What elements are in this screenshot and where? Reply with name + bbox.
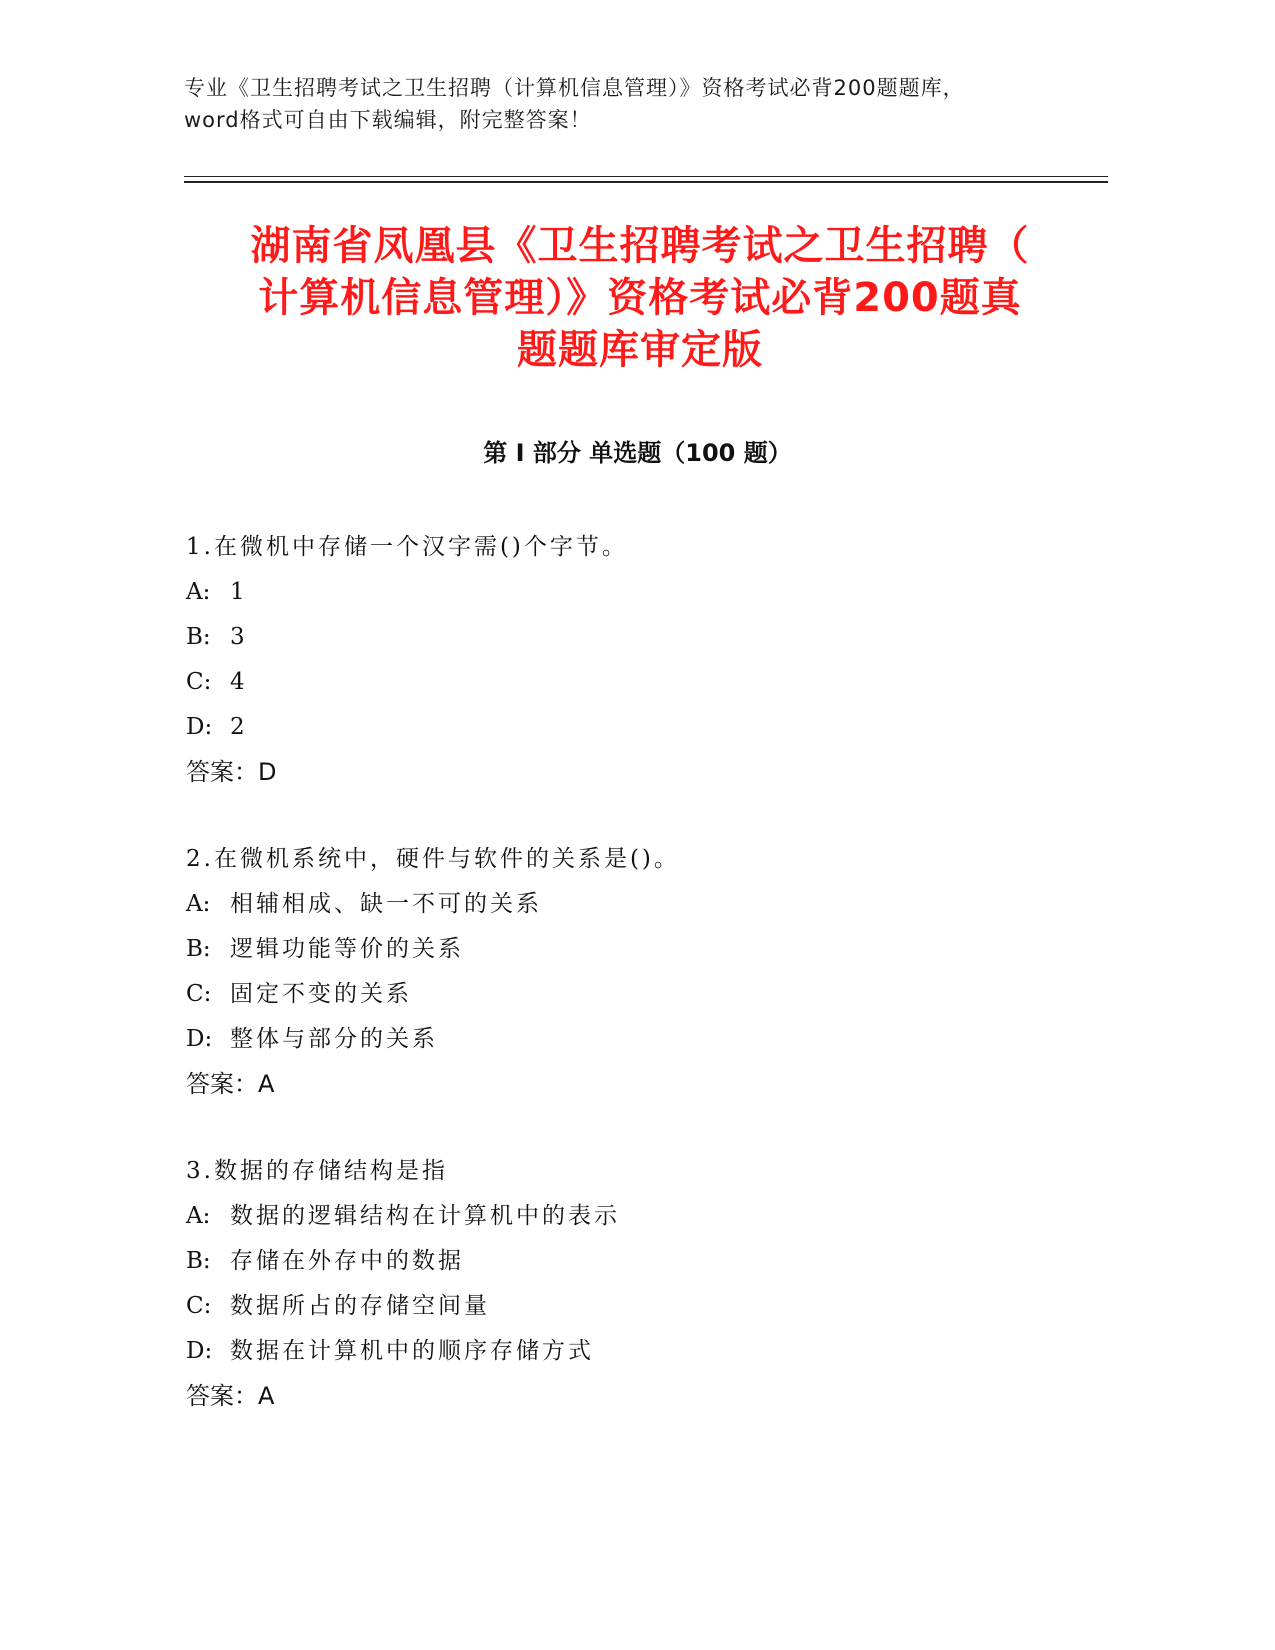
- question-stem: 1.在微机中存储一个汉字需()个字节。: [186, 534, 628, 560]
- document-title: [170, 220, 1110, 376]
- question-3: [186, 1149, 1086, 1419]
- option-text: 整体与部分的关系: [230, 1026, 438, 1052]
- option-text: 3: [230, 624, 248, 650]
- option-label: D:: [186, 1338, 213, 1364]
- option-label: B:: [186, 936, 211, 962]
- option-text: 逻辑功能等价的关系: [230, 936, 464, 962]
- option-c: [186, 1284, 1086, 1329]
- option-label: D:: [186, 1026, 213, 1052]
- option-label: A:: [186, 579, 211, 605]
- header-note-line1: 专业《卫生招聘考试之卫生招聘（计算机信息管理）》资格考试必背200题题库，: [184, 76, 965, 100]
- option-label: A:: [186, 891, 211, 917]
- option-label: A:: [186, 1203, 211, 1229]
- answer: 答案：A: [186, 1382, 275, 1410]
- option-c: [186, 660, 1086, 705]
- header-note-line2: word格式可自由下载编辑，附完整答案！: [184, 108, 592, 132]
- option-text: 1: [230, 579, 248, 605]
- option-text: 数据在计算机中的顺序存储方式: [230, 1338, 594, 1364]
- option-text: 相辅相成、缺一不可的关系: [230, 891, 542, 917]
- header-note: [184, 72, 1104, 136]
- document-title-line2: 计算机信息管理）》资格考试必背200题真: [258, 275, 1022, 321]
- question-1: [186, 525, 1086, 795]
- option-c: [186, 972, 1086, 1017]
- question-stem: 3.数据的存储结构是指: [186, 1158, 448, 1184]
- option-label: C:: [186, 669, 212, 695]
- question-2: [186, 837, 1086, 1107]
- header-divider-top: [184, 176, 1108, 177]
- option-label: B:: [186, 1248, 211, 1274]
- option-d: [186, 1017, 1086, 1062]
- option-text: 数据的逻辑结构在计算机中的表示: [230, 1203, 620, 1229]
- answer: 答案：A: [186, 1070, 275, 1098]
- option-b: [186, 615, 1086, 660]
- option-text: 存储在外存中的数据: [230, 1248, 464, 1274]
- option-label: B:: [186, 624, 211, 650]
- document-title-line3: 题题库审定版: [517, 327, 763, 373]
- option-label: C:: [186, 1293, 212, 1319]
- document-title-line1: 湖南省凤凰县《卫生招聘考试之卫生招聘（: [250, 223, 1030, 269]
- header-divider-bottom: [184, 181, 1108, 183]
- answer: 答案：D: [186, 758, 277, 786]
- option-a: [186, 1194, 1086, 1239]
- option-text: 数据所占的存储空间量: [230, 1293, 490, 1319]
- option-text: 2: [230, 714, 248, 740]
- option-label: C:: [186, 981, 212, 1007]
- option-d: [186, 1329, 1086, 1374]
- question-list: [186, 525, 1086, 1461]
- section-heading: 第 I 部分 单选题（100 题）: [483, 439, 792, 467]
- option-b: [186, 927, 1086, 972]
- option-a: [186, 570, 1086, 615]
- option-d: [186, 705, 1086, 750]
- option-label: D:: [186, 714, 213, 740]
- option-text: 4: [230, 669, 248, 695]
- option-text: 固定不变的关系: [230, 981, 412, 1007]
- option-b: [186, 1239, 1086, 1284]
- option-a: [186, 882, 1086, 927]
- question-stem: 2.在微机系统中，硬件与软件的关系是()。: [186, 846, 680, 872]
